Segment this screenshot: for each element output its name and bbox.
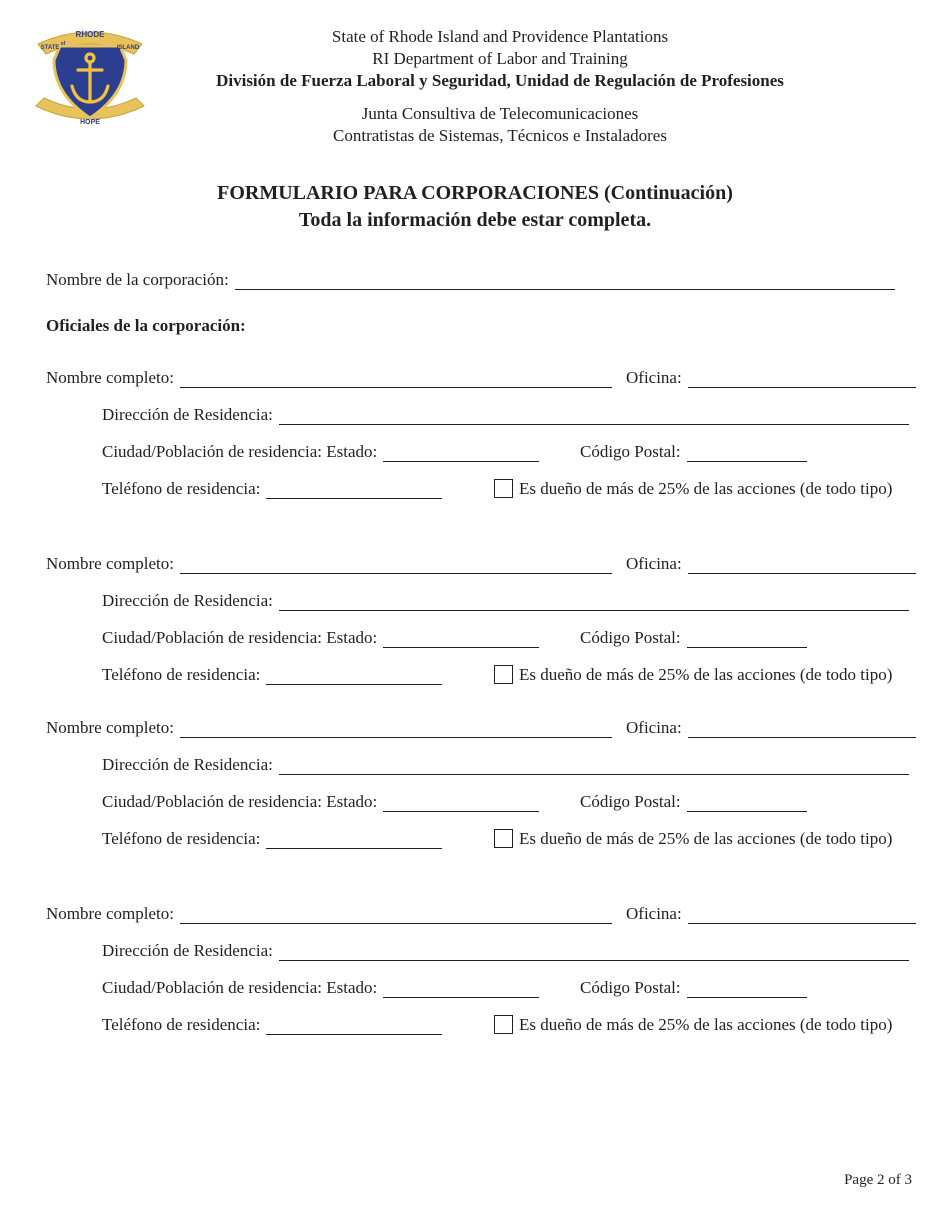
phone-label: Teléfono de residencia:	[102, 665, 261, 684]
city-state-row	[102, 626, 539, 648]
city-state-row	[102, 790, 539, 812]
owner-checkbox[interactable]	[494, 479, 513, 498]
address-row	[102, 753, 909, 775]
office-row	[626, 716, 916, 738]
phone-row	[102, 1013, 442, 1035]
phone-row	[102, 663, 442, 685]
owner-row	[494, 477, 892, 499]
corporation-name-field[interactable]	[235, 272, 895, 290]
office-label: Oficina:	[626, 718, 682, 737]
city-state-label: Ciudad/Población de residencia: Estado:	[102, 628, 378, 647]
state-field[interactable]	[383, 980, 539, 998]
full-name-field[interactable]	[180, 906, 612, 924]
corporation-name-label: Nombre de la corporación:	[46, 270, 229, 289]
owner-checkbox[interactable]	[494, 665, 513, 684]
office-field[interactable]	[688, 906, 916, 924]
phone-field[interactable]	[266, 481, 442, 499]
phone-row	[102, 827, 442, 849]
owner-row	[494, 663, 892, 685]
zip-row	[580, 440, 807, 462]
owner-label: Es dueño de más de 25% de las acciones (de todo tipo)	[519, 829, 893, 848]
corporation-name-row	[46, 268, 895, 290]
header-department: RI Department of Labor and Training	[372, 49, 628, 68]
address-field[interactable]	[279, 407, 909, 425]
owner-label: Es dueño de más de 25% de las acciones (de todo tipo)	[519, 479, 893, 498]
zip-field[interactable]	[687, 444, 807, 462]
phone-label: Teléfono de residencia:	[102, 1015, 261, 1034]
seal-text-left: STATE	[40, 45, 60, 51]
seal-text-right: ISLAND	[116, 45, 140, 51]
seal-text-of: of	[60, 41, 66, 47]
full-name-label: Nombre completo:	[46, 368, 174, 387]
officer-name-row	[46, 552, 612, 574]
zip-label: Código Postal:	[580, 792, 681, 811]
city-state-row	[102, 976, 539, 998]
address-row	[102, 939, 909, 961]
office-row	[626, 552, 916, 574]
form-title-line1: FORMULARIO PARA CORPORACIONES (Continuación)	[217, 182, 733, 204]
zip-row	[580, 790, 807, 812]
address-label: Dirección de Residencia:	[102, 405, 273, 424]
address-field[interactable]	[279, 757, 909, 775]
city-state-label: Ciudad/Población de residencia: Estado:	[102, 978, 378, 997]
office-field[interactable]	[688, 720, 916, 738]
officer-name-row	[46, 366, 612, 388]
phone-row	[102, 477, 442, 499]
full-name-label: Nombre completo:	[46, 904, 174, 923]
form-title	[0, 180, 950, 234]
address-row	[102, 589, 909, 611]
zip-field[interactable]	[687, 794, 807, 812]
address-row	[102, 403, 909, 425]
owner-checkbox[interactable]	[494, 829, 513, 848]
zip-field[interactable]	[687, 630, 807, 648]
state-field[interactable]	[383, 444, 539, 462]
city-state-row	[102, 440, 539, 462]
page-number: Page 2 of 3	[844, 1172, 912, 1188]
owner-row	[494, 827, 892, 849]
owner-label: Es dueño de más de 25% de las acciones (de todo tipo)	[519, 665, 893, 684]
state-field[interactable]	[383, 630, 539, 648]
phone-label: Teléfono de residencia:	[102, 829, 261, 848]
zip-label: Código Postal:	[580, 978, 681, 997]
phone-field[interactable]	[266, 831, 442, 849]
letterhead	[160, 26, 840, 147]
header-division: División de Fuerza Laboral y Seguridad, Unidad de Regulación de Profesiones	[216, 71, 784, 90]
city-state-label: Ciudad/Población de residencia: Estado:	[102, 442, 378, 461]
state-field[interactable]	[383, 794, 539, 812]
zip-field[interactable]	[687, 980, 807, 998]
zip-row	[580, 626, 807, 648]
zip-label: Código Postal:	[580, 442, 681, 461]
header-state: State of Rhode Island and Providence Plantations	[331, 27, 669, 46]
address-field[interactable]	[279, 593, 909, 611]
full-name-field[interactable]	[180, 556, 612, 574]
zip-label: Código Postal:	[580, 628, 681, 647]
officer-name-row	[46, 902, 612, 924]
header-contractors: Contratistas de Sistemas, Técnicos e Instaladores	[333, 126, 667, 145]
full-name-label: Nombre completo:	[46, 554, 174, 573]
office-field[interactable]	[688, 556, 916, 574]
header-board: Junta Consultiva de Telecomunicaciones	[361, 104, 639, 123]
phone-field[interactable]	[266, 667, 442, 685]
owner-label: Es dueño de más de 25% de las acciones (de todo tipo)	[519, 1015, 893, 1034]
office-field[interactable]	[688, 370, 916, 388]
owner-checkbox[interactable]	[494, 1015, 513, 1034]
city-state-label: Ciudad/Población de residencia: Estado:	[102, 792, 378, 811]
form-title-line2: Toda la información debe estar completa.	[298, 209, 652, 231]
full-name-label: Nombre completo:	[46, 718, 174, 737]
address-field[interactable]	[279, 943, 909, 961]
office-label: Oficina:	[626, 368, 682, 387]
officers-heading: Oficiales de la corporación:	[46, 316, 246, 335]
office-row	[626, 902, 916, 924]
office-row	[626, 366, 916, 388]
full-name-field[interactable]	[180, 370, 612, 388]
office-label: Oficina:	[626, 904, 682, 923]
zip-row	[580, 976, 807, 998]
address-label: Dirección de Residencia:	[102, 755, 273, 774]
address-label: Dirección de Residencia:	[102, 941, 273, 960]
rhode-island-seal-icon	[30, 24, 150, 132]
office-label: Oficina:	[626, 554, 682, 573]
officer-name-row	[46, 716, 612, 738]
seal-text-bottom: HOPE	[80, 119, 100, 126]
phone-label: Teléfono de residencia:	[102, 479, 261, 498]
seal-text-top: RHODE	[75, 30, 105, 39]
owner-row	[494, 1013, 892, 1035]
address-label: Dirección de Residencia:	[102, 591, 273, 610]
full-name-field[interactable]	[180, 720, 612, 738]
phone-field[interactable]	[266, 1017, 442, 1035]
